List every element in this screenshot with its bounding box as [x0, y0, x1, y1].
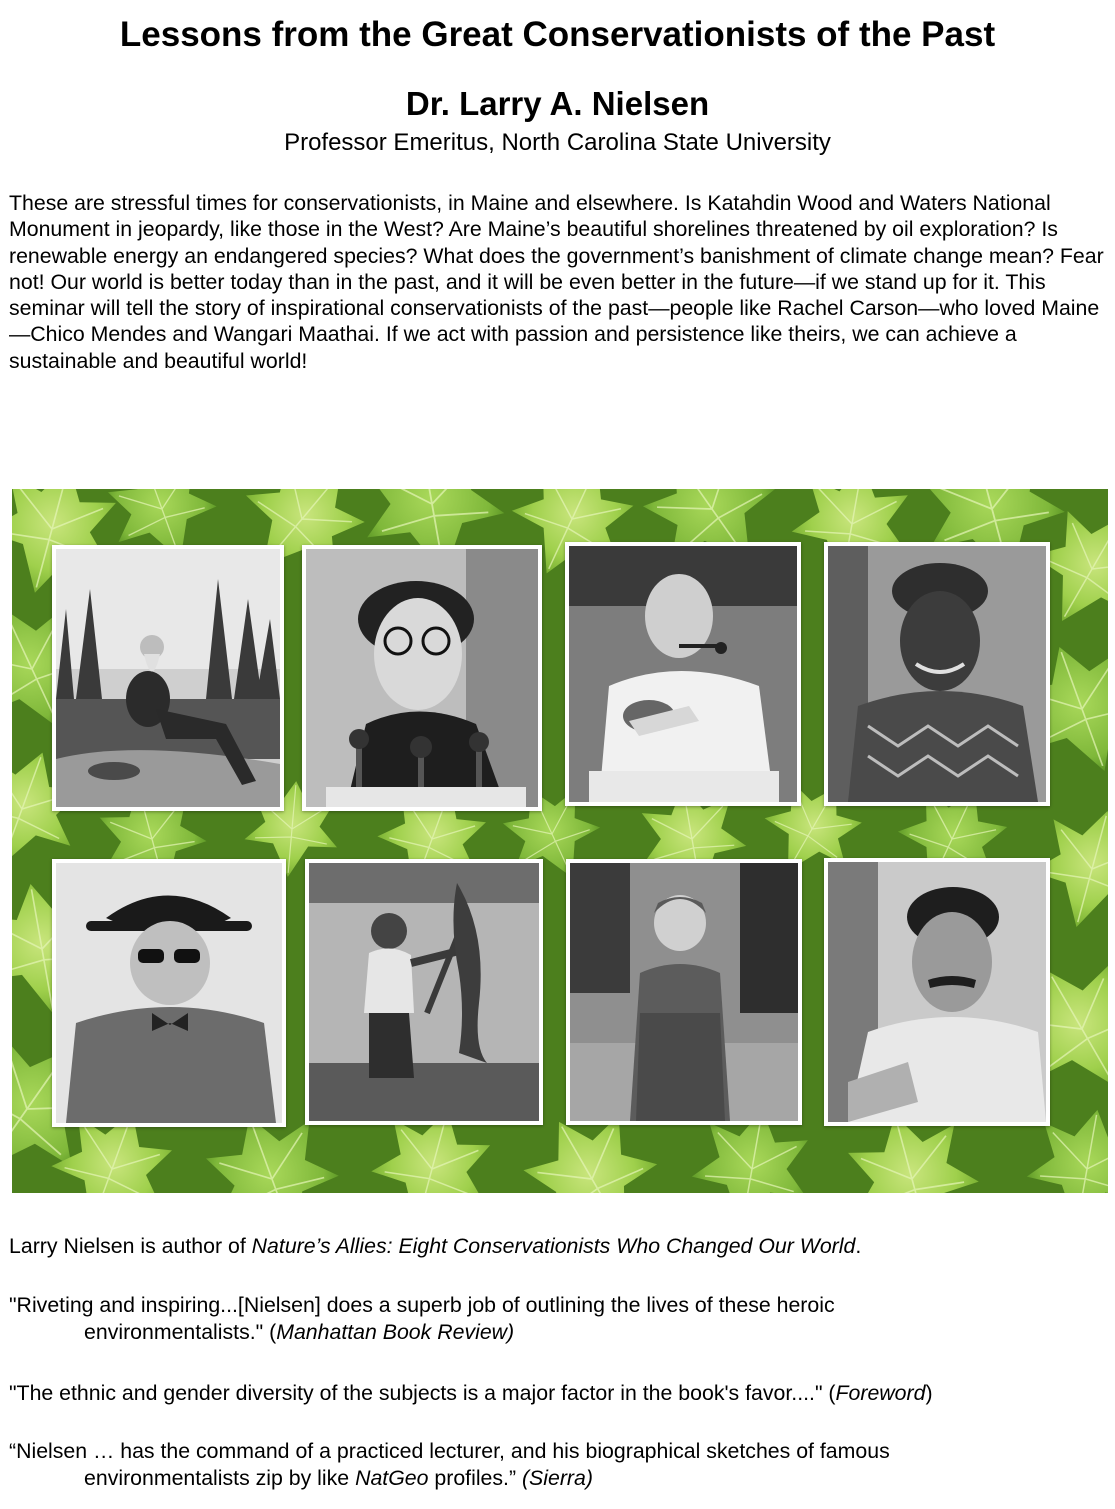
quote-manhattan-book-review: [9, 1292, 1109, 1345]
speaker-name: Dr. Larry A. Nielsen: [405, 85, 710, 122]
photo-image: [309, 863, 539, 1121]
photo-rachel-carson: [302, 545, 542, 811]
quote-tail: ): [925, 1381, 933, 1405]
quote-text: "Riveting and inspiring...[Nielsen] does a superb job of outlining the lives of these heroic: [9, 1293, 835, 1317]
photo-chico-mendes: [824, 858, 1050, 1126]
quote-sierra: [9, 1438, 1109, 1491]
poster-title: Lessons from the Great Conservationists of the Past: [119, 15, 996, 54]
quote-continuation: [9, 1465, 1109, 1492]
quote-foreword: [9, 1380, 1109, 1407]
photo-image: [569, 546, 797, 802]
photo-image: [828, 546, 1046, 802]
photo-ding-darling: [52, 859, 286, 1127]
photo-aldo-leopold: [565, 542, 801, 806]
conservationists-collage: [12, 489, 1108, 1193]
quote-continuation: [9, 1319, 1109, 1346]
photo-wangari-maathai: [824, 542, 1050, 806]
book-credit-suffix: .: [855, 1234, 862, 1258]
quote-text: environmentalists zip by like: [84, 1465, 356, 1490]
photo-john-muir: [52, 545, 284, 811]
book-title: Nature’s Allies: Eight Conservationists Who Changed Our World: [251, 1234, 856, 1258]
quote-source: (Sierra): [521, 1465, 593, 1490]
quote-source: Manhattan Book Review): [276, 1319, 515, 1344]
photo-image: [828, 862, 1046, 1122]
quote-text: profiles.”: [428, 1465, 522, 1490]
photo-image: [570, 863, 798, 1121]
photo-image: [56, 863, 282, 1123]
book-credit-prefix: Larry Nielsen is author of: [9, 1234, 252, 1258]
photo-image: [306, 549, 538, 807]
speaker-affiliation: Professor Emeritus, North Carolina State University: [284, 129, 831, 156]
quote-text: “Nielsen … has the command of a practiced lecturer, and his biographical sketches of famous: [9, 1439, 890, 1463]
quote-text: environmentalists." (: [84, 1319, 277, 1344]
photo-billy-frank: [305, 859, 543, 1125]
abstract-paragraph: These are stressful times for conservationists, in Maine and elsewhere. Is Katahdin Wood and Waters National Monument in jeopardy, like those in the West? Are Maine’s beautiful shorelines threatened by oil exploration? Is renewable energy an endangered species? What does the government’s banishment of climate change mean? Fear not! Our world is better today than in the past, and it will be even better in the future—if we stand up for it. This seminar will tell the story of inspirational conservationists of the past—people like Rachel Carson—who loved Maine—Chico Mendes and Wangari Maathai. If we act with passion and persistence like theirs, we can achieve a sustainable and beautiful world!: [9, 191, 1104, 373]
quote-text: "The ethnic and gender diversity of the subjects is a major factor in the book's favor...." (: [9, 1381, 836, 1405]
quote-source: Foreword: [835, 1381, 926, 1405]
natgeo-mention: NatGeo: [355, 1465, 429, 1490]
book-credit: [9, 1233, 1109, 1260]
photo-image: [56, 549, 280, 807]
photo-marjory-stoneman-douglas: [566, 859, 802, 1125]
